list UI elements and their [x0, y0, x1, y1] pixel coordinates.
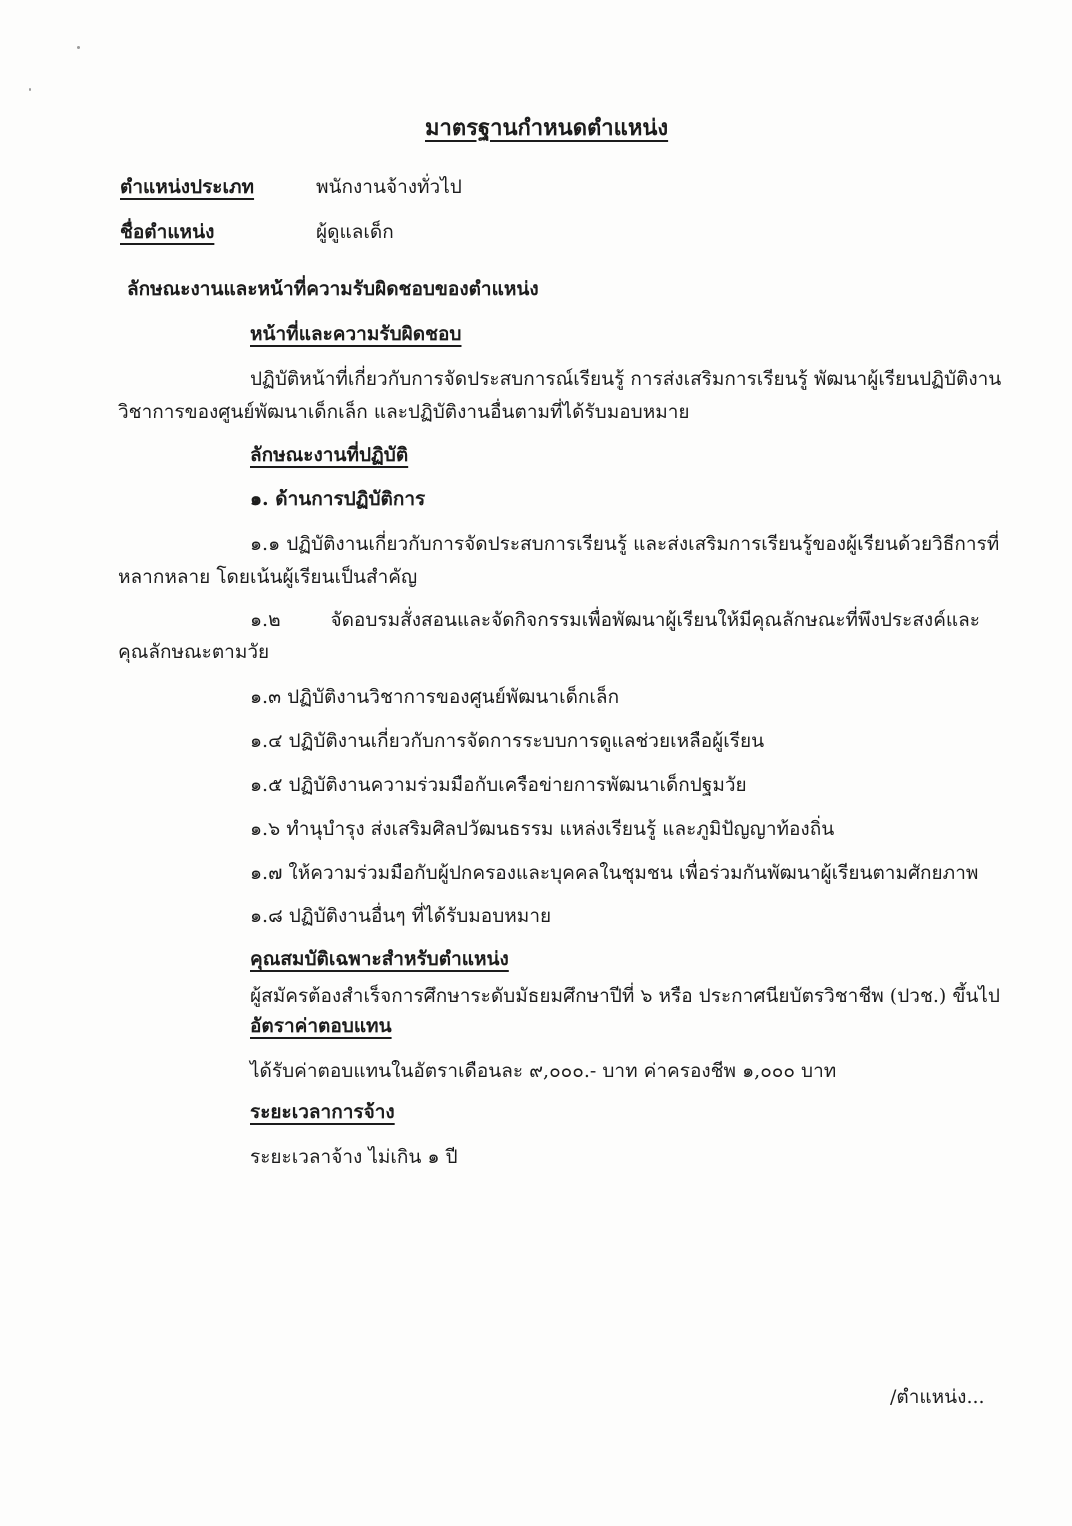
work-item-3: ๑.๓ ปฏิบัติงานวิชาการของศูนย์พัฒนาเด็กเล็ก: [250, 686, 620, 708]
work-item-1-line1: ๑.๑ ปฏิบัติงานเกี่ยวกับการจัดประสบการเรียนรู้ และส่งเสริมการเรียนรู้ของผู้เรียนด้วยวิธีการที่: [250, 533, 1000, 555]
scan-speck: [29, 88, 31, 91]
section-heading: ลักษณะงานและหน้าที่ความรับผิดชอบของตำแหน่ง: [127, 278, 539, 300]
duties-heading: หน้าที่และความรับผิดชอบ: [250, 323, 462, 345]
position-type-value: พนักงานจ้างทั่วไป: [316, 176, 462, 198]
compensation-heading: อัตราค่าตอบแทน: [250, 1015, 392, 1037]
work-item-8: ๑.๘ ปฏิบัติงานอื่นๆ ที่ได้รับมอบหมาย: [250, 905, 552, 927]
qualifications-heading: คุณสมบัติเฉพาะสำหรับตำแหน่ง: [250, 948, 509, 970]
position-name-label: ชื่อตำแหน่ง: [120, 221, 215, 243]
continuation-footer: /ตำแหน่ง...: [890, 1386, 985, 1408]
work-item-5: ๑.๕ ปฏิบัติงานความร่วมมือกับเครือข่ายการพัฒนาเด็กปฐมวัย: [250, 774, 747, 796]
work-item-2-line1: ๑.๒ จัดอบรมสั่งสอนและจัดกิจกรรมเพื่อพัฒนาผู้เรียนให้มีคุณลักษณะที่พึงประสงค์และ: [250, 609, 980, 631]
compensation-text: ได้รับค่าตอบแทนในอัตราเดือนละ ๙,๐๐๐.- บาท ค่าครองชีพ ๑,๐๐๐ บาท: [250, 1060, 837, 1082]
qualifications-text: ผู้สมัครต้องสำเร็จการศึกษาระดับมัธยมศึกษาปีที่ ๖ หรือ ประกาศนียบัตรวิชาชีพ (ปวช.) ขึ้นไป: [250, 985, 1000, 1007]
work-item-7: ๑.๗ ให้ความร่วมมือกับผู้ปกครองและบุคคลในชุมชน เพื่อร่วมกันพัฒนาผู้เรียนตามศักยภาพ: [250, 862, 979, 884]
document-title: มาตรฐานกำหนดตำแหน่ง: [425, 115, 669, 141]
work-heading: ลักษณะงานที่ปฏิบัติ: [250, 444, 409, 466]
position-type-label: ตำแหน่งประเภท: [120, 176, 255, 198]
duties-text-line1: ปฏิบัติหน้าที่เกี่ยวกับการจัดประสบการณ์เรียนรู้ การส่งเสริมการเรียนรู้ พัฒนาผู้เรียนปฏิบัติงาน: [250, 368, 1002, 390]
work-item-6: ๑.๖ ทำนุบำรุง ส่งเสริมศิลปวัฒนธรรม แหล่งเรียนรู้ และภูมิปัญญาท้องถิ่น: [250, 818, 835, 840]
position-name-value: ผู้ดูแลเด็ก: [316, 221, 394, 243]
employment-period-heading: ระยะเวลาการจ้าง: [250, 1101, 395, 1123]
employment-period-text: ระยะเวลาจ้าง ไม่เกิน ๑ ปี: [250, 1146, 458, 1168]
work-sub-heading: ๑. ด้านการปฏิบัติการ: [250, 488, 426, 510]
scan-speck: [77, 46, 80, 49]
duties-text-line2: วิชาการของศูนย์พัฒนาเด็กเล็ก และปฏิบัติงานอื่นตามที่ได้รับมอบหมาย: [118, 401, 690, 423]
work-item-4: ๑.๔ ปฏิบัติงานเกี่ยวกับการจัดการระบบการดูแลช่วยเหลือผู้เรียน: [250, 730, 765, 752]
work-item-1-line2: หลากหลาย โดยเน้นผู้เรียนเป็นสำคัญ: [118, 566, 418, 588]
work-item-2-line2: คุณลักษณะตามวัย: [118, 641, 270, 663]
